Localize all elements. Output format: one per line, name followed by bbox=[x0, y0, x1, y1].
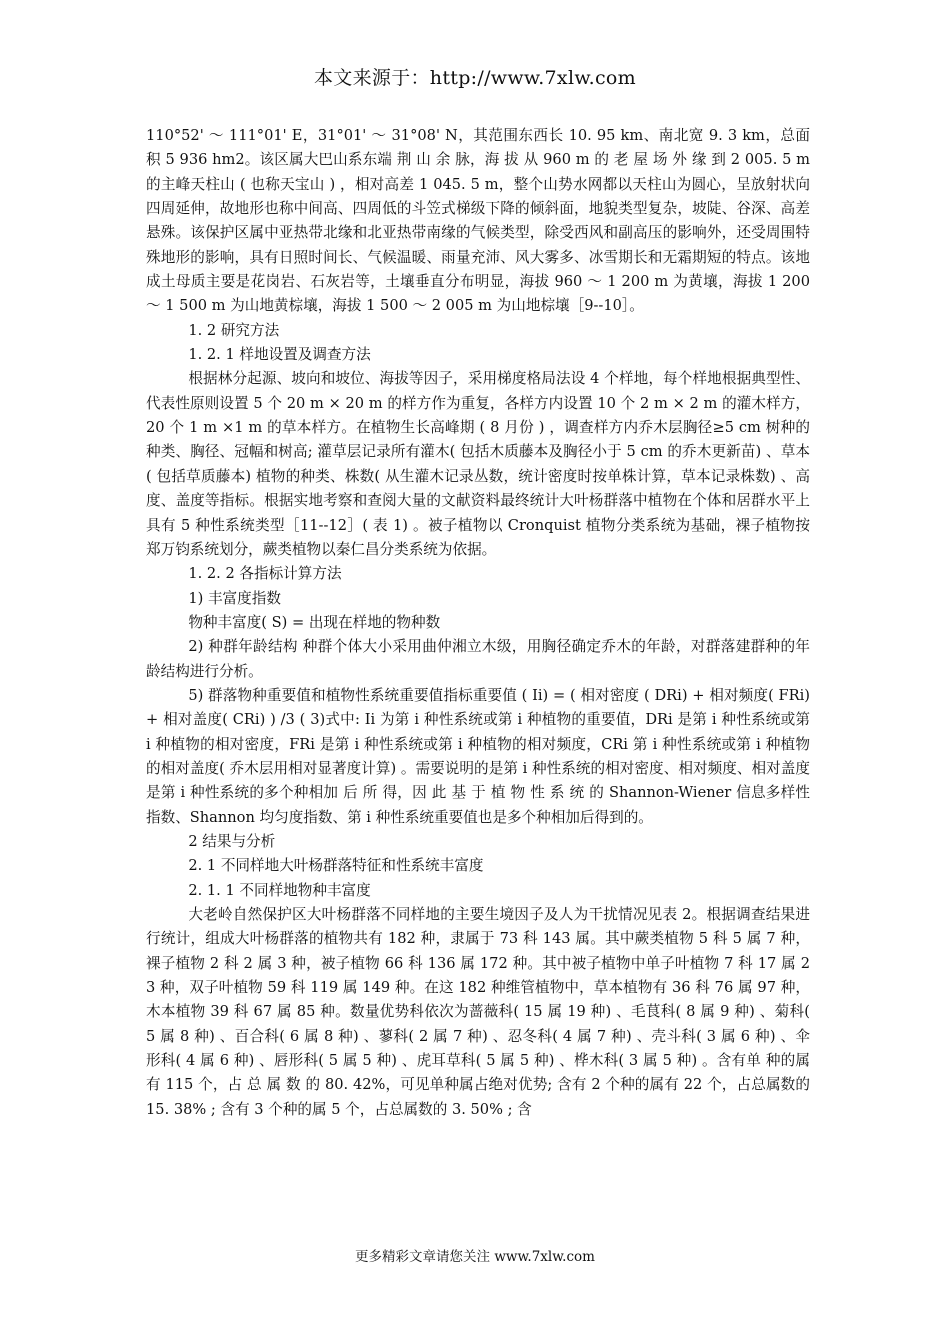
paragraph-study-area-continued: 110°52' ～ 111°01' E，31°01' ～ 31°08' N，其范围东西长 10. 95 km、南北宽 9. 3 km，总面积 5 936 hm2。该区属大巴山系东端 荆 山 余 脉，海 拔 从 960 m 的 老 屋 场 外 缘 到 2 005. 5 m 的主峰天柱山 ( 也称天宝山 ) ，相对高差 1 045. 5 m，整个山势水网都以天柱山为圆心，呈放射状向四周延伸，故地形也称中间高、四周低的斗笠式梯级下降的倾斜面，地貌类型复杂，坡陡、谷深、高差悬殊。该保护区属中亚热带北缘和北亚热带南缘的气候类型，除受西风和副高压的影响外，还受周围特殊地形的影响，具有日照时间长、气候温暖、雨量充沛、风大雾多、冰雪期长和无霜期短的特点。该地成土母质主要是花岗岩、石灰岩等，土壤垂直分布明显，海拔 960 ～ 1 200 m 为黄壤，海拔 1 200 ～ 1 500 m 为山地黄棕壤，海拔 1 500 ～ 2 005 m 为山地棕壤［9--10］。 bbox=[146, 127, 810, 315]
item-richness-index: 1) 丰富度指数 bbox=[188, 589, 281, 607]
subsection-heading-community-features: 2. 1 不同样地大叶杨群落特征和性系统丰富度 bbox=[188, 857, 484, 875]
promo-footer: 更多精彩文章请您关注 www.7xlw.com bbox=[355, 1249, 595, 1265]
subsection-heading-index-calculation: 1. 2. 2 各指标计算方法 bbox=[188, 565, 342, 583]
subsection-heading-species-richness: 2. 1. 1 不同样地物种丰富度 bbox=[188, 881, 371, 899]
section-heading-research-methods: 1. 2 研究方法 bbox=[188, 321, 280, 339]
paragraph-plot-setup: 根据林分起源、坡向和坡位、海拔等因子，采用梯度格局法设 4 个样地，每个样地根据典型性、代表性原则设置 5 个 20 m × 20 m 的样方作为重复，各样方内设置 10 个 2 m × 2 m 的灌木样方，20 个 1 m ×1 m 的草本样方。在植物生长高峰期 ( 8 月份 ) ，调查样方内乔木层胸径≥5 cm 树种的种类、胸径、冠幅和树高; 灌草层记录所有灌木( 包括木质藤本及胸径小于 5 cm 的乔木更新苗) 、草本( 包括草质藤本) 植物的种类、株数( 从生灌木记录丛数，统计密度时按单株计算，草本记录株数) 、高度、盖度等指标。根据实地考察和查阅大量的文献资料最终统计大叶杨群落中植物在个体和居群水平上具有 5 种性系统类型［11--12］( 表 1) 。被子植物以 Cronquist 植物分类系统为基础，裸子植物按郑万钧系统划分，蕨类植物以秦仁昌分类系统为依据。 bbox=[146, 370, 810, 558]
paragraph-species-richness: 大老岭自然保护区大叶杨群落不同样地的主要生境因子及人为干扰情况见表 2。根据调查结果进行统计，组成大叶杨群落的植物共有 182 种，隶属于 73 科 143 属。其中蕨类植物 5 科 5 属 7 种，裸子植物 2 科 2 属 3 种，被子植物 66 科 136 属 172 种。其中被子植物中单子叶植物 7 科 17 属 23 种，双子叶植物 59 科 119 属 149 种。在这 182 种维管植物中，草本植物有 36 科 76 属 97 种，木本植物 39 科 67 属 85 种。数量优势科依次为蔷薇科( 15 属 19 种) 、毛茛科( 8 属 9 种) 、菊科( 5 属 8 种) 、百合科( 6 属 8 种) 、蓼科( 2 属 7 种) 、忍冬科( 4 属 7 种) 、壳斗科( 3 属 6 种) 、伞形科( 4 属 6 种) 、唇形科( 5 属 5 种) 、虎耳草科( 5 属 5 种) 、桦木科( 3 属 5 种) 。含有单 种的属有 115 个，占 总 属 数 的 80. 42%，可见单种属占绝对优势; 含有 2 个种的属有 22 个，占总属数的 15. 38% ; 含有 3 个种的属 5 个，占总属数的 3. 50% ; 含 bbox=[146, 906, 810, 1118]
subsection-heading-plot-setup: 1. 2. 1 样地设置及调查方法 bbox=[188, 346, 371, 364]
section-heading-results: 2 结果与分析 bbox=[188, 832, 276, 850]
article-body bbox=[146, 124, 810, 1122]
item-age-structure: 2) 种群年龄结构 种群个体大小采用曲仲湘立木级，用胸径确定乔木的年龄，对群落建群种的年龄结构进行分析。 bbox=[146, 638, 810, 680]
item-importance-value: 5) 群落物种重要值和植物性系统重要值指标重要值 ( Ii) = ( 相对密度 ( DRi) + 相对频度( FRi) + 相对盖度( CRi) ) /3 ( 3)式中: Ii 为第 i 种性系统或第 i 种植物的重要值，DRi 是第 i 种性系统或第 i 种植物的相对密度，FRi 是第 i 种性系统或第 i 种植物的相对频度，CRi 第 i 种性系统或第 i 种植物的相对盖度( 乔木层用相对显著度计算) 。需要说明的是第 i 种性系统的相对密度、相对频度、相对盖度是第 i 种性系统的多个种相加 后 所 得，因 此 基 于 植 物 性 系 统 的 Shannon-Wiener 信息多样性指数、Shannon 均匀度指数、第 i 种性系统重要值也是多个种相加后得到的。 bbox=[146, 686, 810, 826]
source-header: 本文来源于：http://www.7xlw.com bbox=[314, 67, 636, 89]
formula-species-richness: 物种丰富度( S) = 出现在样地的物种数 bbox=[188, 613, 441, 631]
